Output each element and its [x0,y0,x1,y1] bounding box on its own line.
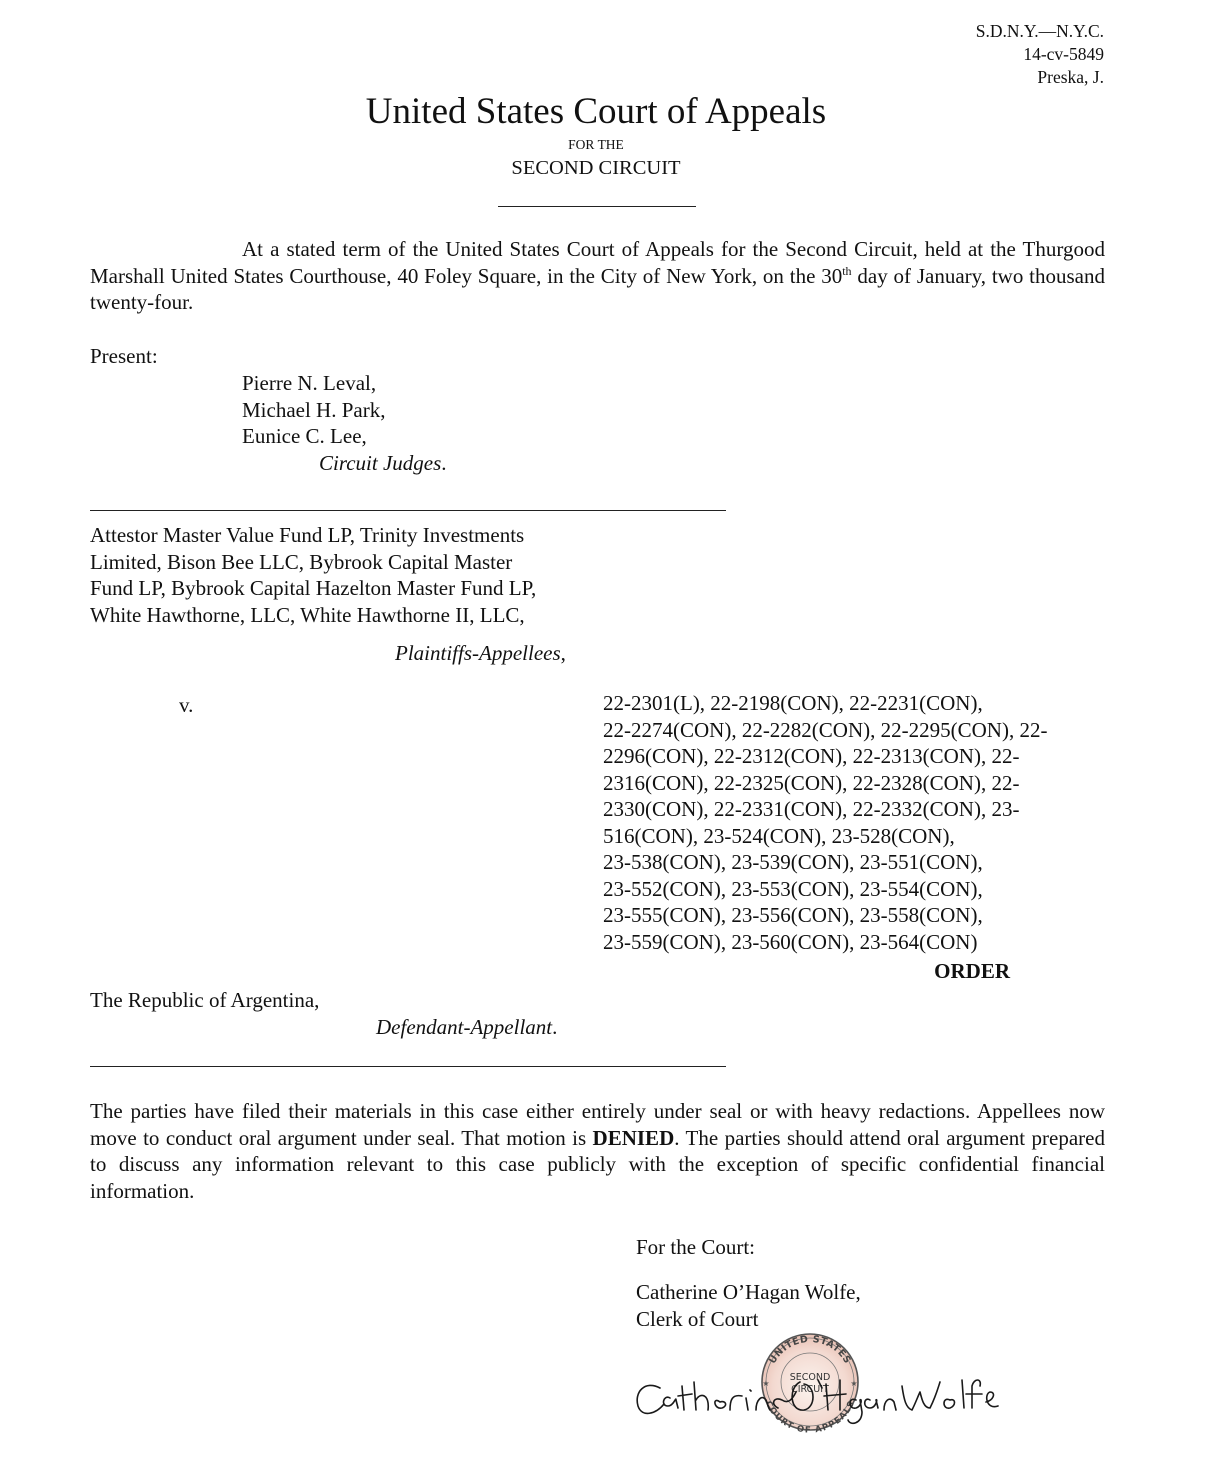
defendant-name: The Republic of Argentina, [90,988,320,1012]
seal-star-right-icon: ★ [850,1379,858,1388]
judges-role-punct: . [441,450,447,475]
seal-center-line-1: SECOND [789,1372,831,1383]
docket-line: 516(CON), 23-524(CON), 23-528(CON), [603,823,955,848]
order-body-text-end: . The parties should attend oral argument prepared to discuss any information relevant to this case publicly with the exception of specific confidential financial information. [90,1125,1105,1203]
defendant-role-punct: . [552,1015,558,1039]
plaintiffs-role [395,640,566,667]
order-body-text: The parties have filed their materials in this case either entirely under seal or with heavy redactions. Appellees now move to conduct oral argument under seal. That motion is [90,1099,1105,1150]
seal-bottom-text: COURT OF APPEALS [762,1399,858,1436]
docket-line: 2296(CON), 22-2312(CON), 22-2313(CON), 22- [603,744,1020,768]
court-for-the: FOR THE [568,137,624,152]
judges-role-text: Circuit Judges [319,450,442,475]
clerk-title: Clerk of Court [636,1307,759,1331]
for-the-court: For the Court: [636,1235,755,1259]
plaintiffs-line: Attestor Master Value Fund LP, Trinity Investments [90,523,525,547]
court-title: United States Court of Appeals [365,91,827,132]
docket-line: 2316(CON), 22-2325(CON), 22-2328(CON), 22- [603,770,1020,795]
docket-line: 23-559(CON), 23-560(CON), 23-564(CON) [603,929,978,954]
plaintiffs-line: White Hawthorne, LLC, White Hawthorne II, LLC, [90,602,525,627]
court-circuit: SECOND CIRCUIT [511,157,681,179]
header-divider [498,206,696,207]
docket-line: 23-538(CON), 23-539(CON), 23-551(CON), [603,850,983,874]
seal-star-left-icon: ★ [762,1379,770,1388]
seal-center-line-2: CIRCUIT [791,1384,829,1395]
caption-top-rule [90,510,726,511]
plaintiffs-line: Fund LP, Bybrook Capital Hazelton Master Fund LP, [90,576,537,600]
clerk-name: Catherine O’Hagan Wolfe, [636,1280,861,1304]
plaintiffs-line: Limited, Bison Bee LLC, Bybrook Capital Master [90,549,513,574]
defendant-role-text: Defendant-Appellant [376,1015,553,1039]
judge-name: Pierre N. Leval, [242,371,377,395]
caption-bottom-rule [90,1066,726,1067]
denied-emphasis: DENIED [592,1125,675,1150]
present-label: Present: [90,344,158,368]
judge-name: Eunice C. Lee, [242,424,367,448]
case-info [976,20,1104,89]
docket-line: 22-2274(CON), 22-2282(CON), 22-2295(CON), 22- [603,717,1048,742]
order-body [90,1098,1105,1204]
judges-role [242,450,447,477]
judges-list [242,370,447,476]
versus-label: v. [179,693,194,717]
court-location: S.D.N.Y.—N.Y.C. [975,21,1104,41]
intro-text-end: day of January, two thousand twenty-four. [90,263,1105,314]
appeal-docket-numbers [603,690,1103,955]
defendant-role [376,1014,557,1041]
intro-superscript: th [842,263,852,278]
docket-line: 2330(CON), 22-2331(CON), 22-2332(CON), 23- [603,797,1020,821]
plaintiffs-role-punct: , [560,641,566,665]
docket-line: 23-555(CON), 23-556(CON), 23-558(CON), [603,903,983,927]
intro-text: At a stated term of the United States Court of Appeals for the Second Circuit, held at the Thurgood Marshall United States Courthouse, 40 Foley Square, in the City of New York, on the 30 [90,237,1105,288]
docket-line: 22-2301(L), 22-2198(CON), 22-2231(CON), [603,691,983,715]
signature-and-seal [620,1330,1000,1440]
order-label: ORDER [934,959,1010,983]
court-seal [762,1334,858,1436]
intro-paragraph [90,236,1105,316]
judge-name: Michael H. Park, [242,397,386,422]
plaintiffs-block [90,522,536,628]
docket-line: 23-552(CON), 23-553(CON), 23-554(CON), [603,876,983,901]
plaintiffs-role-text: Plaintiffs-Appellees [395,641,561,665]
district-docket-number: 14-cv-5849 [1023,44,1104,64]
seal-top-text: UNITED STATES [767,1333,853,1366]
district-judge: Preska, J. [1037,67,1104,87]
